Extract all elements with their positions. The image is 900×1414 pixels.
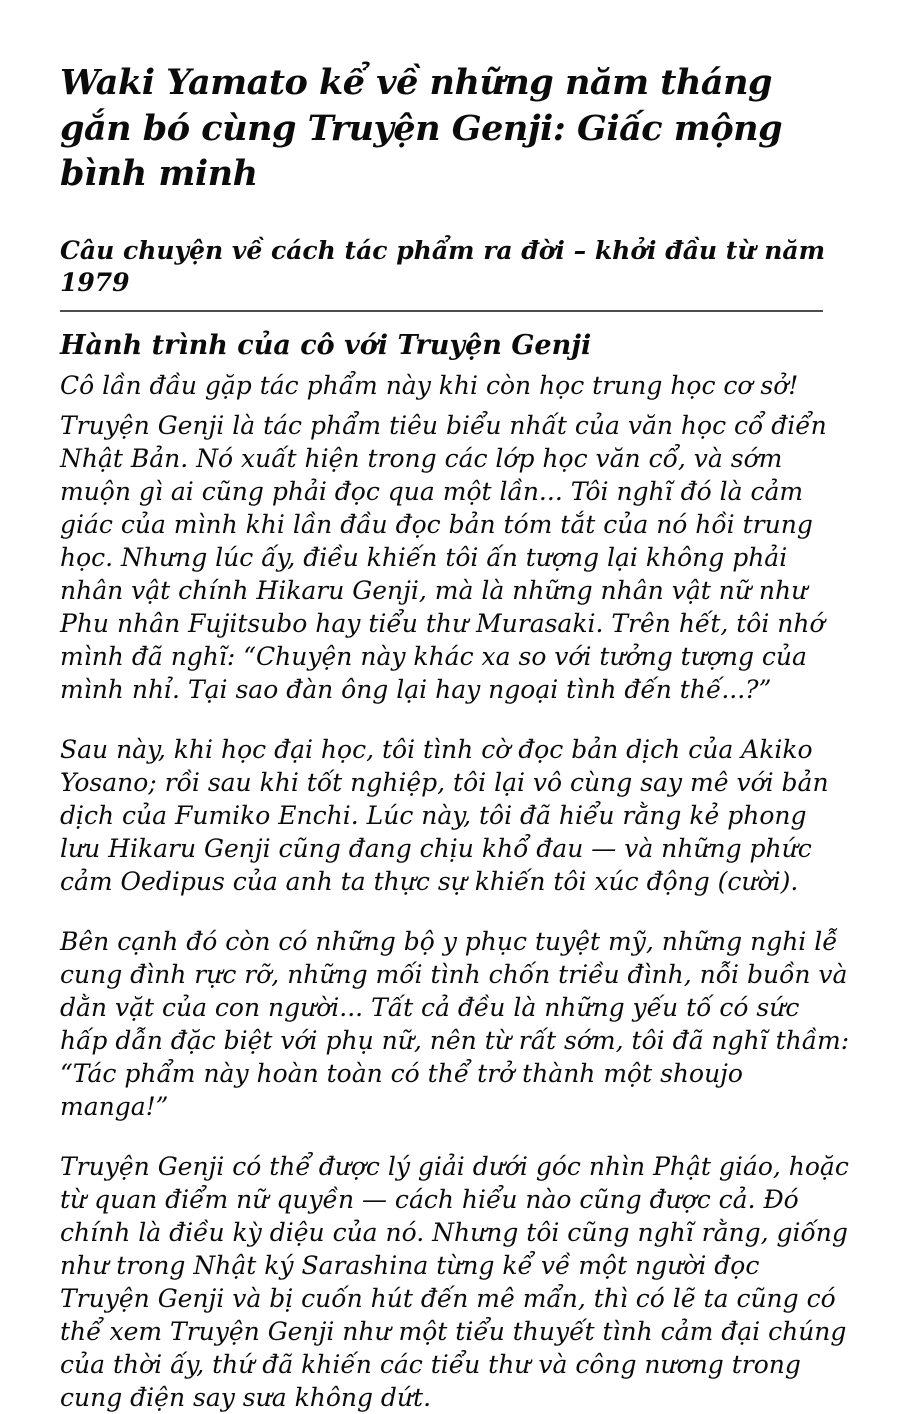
article-subtitle: Câu chuyện về cách tác phẩm ra đời – khởi đầu từ năm 1979 [60, 235, 826, 297]
paragraph: Truyện Genji là tác phẩm tiêu biểu nhất của văn học cổ điển Nhật Bản. Nó xuất hiện trong các lớp học văn cổ, và sớm muộn gì ai cũng phải đọc qua một lần... Tôi nghĩ đó là cảm giác của mình khi lần đầu đọc bản tóm tắt của nó hồi trung học. Nhưng lúc ấy, điều khiến tôi ấn tượng lại không phải nhân vật chính Hikaru Genji, mà là những nhân vật nữ như Phu nhân Fujitsubo hay tiểu thư Murasaki. Trên hết, tôi nhớ mình đã nghĩ: “Chuyện này khác xa so với tưởng tượng của mình nhỉ. Tại sao đàn ông lại hay ngoại tình đến thế...?” [60, 411, 827, 705]
page-title: Waki Yamato kể về những năm tháng gắn bó cùng Truyện Genji: Giấc mộng bình minh [60, 62, 783, 194]
paragraph: Sau này, khi học đại học, tôi tình cờ đọc bản dịch của Akiko Yosano; rồi sau khi tốt nghiệp, tôi lại vô cùng say mê với bản dịch của Fumiko Enchi. Lúc này, tôi đã hiểu rằng kẻ phong lưu Hikaru Genji cũng đang chịu khổ đau — và những phức cảm Oedipus của anh ta thực sự khiến tôi xúc động (cười). [60, 735, 829, 897]
divider [60, 310, 823, 312]
paragraph: Bên cạnh đó còn có những bộ y phục tuyệt mỹ, những nghi lễ cung đình rực rỡ, những mối tình chốn triều đình, nỗi buồn và dằn vặt của con người... Tất cả đều là những yếu tố có sức hấp dẫn đặc biệt với phụ nữ, nên từ rất sớm, tôi đã nghĩ thầm: “Tác phẩm này hoàn toàn có thể trở thành một shoujo manga!” [60, 927, 850, 1122]
section-heading: Hành trình của cô với Truyện Genji [60, 329, 592, 361]
paragraph: Truyện Genji có thể được lý giải dưới góc nhìn Phật giáo, hoặc từ quan điểm nữ quyền — cách hiểu nào cũng được cả. Đó chính là điều kỳ diệu của nó. Nhưng tôi cũng nghĩ rằng, giống như trong Nhật ký Sarashina từng kể về một người đọc Truyện Genji và bị cuốn hút đến mê mẩn, thì có lẽ ta cũng có thể xem Truyện Genji như một tiểu thuyết tình cảm đại chúng của thời ấy, thứ đã khiến các tiểu thư và công nương trong cung điện say sưa không dứt. [60, 1152, 849, 1413]
lead-line: Cô lần đầu gặp tác phẩm này khi còn học trung học cơ sở! [60, 370, 799, 400]
